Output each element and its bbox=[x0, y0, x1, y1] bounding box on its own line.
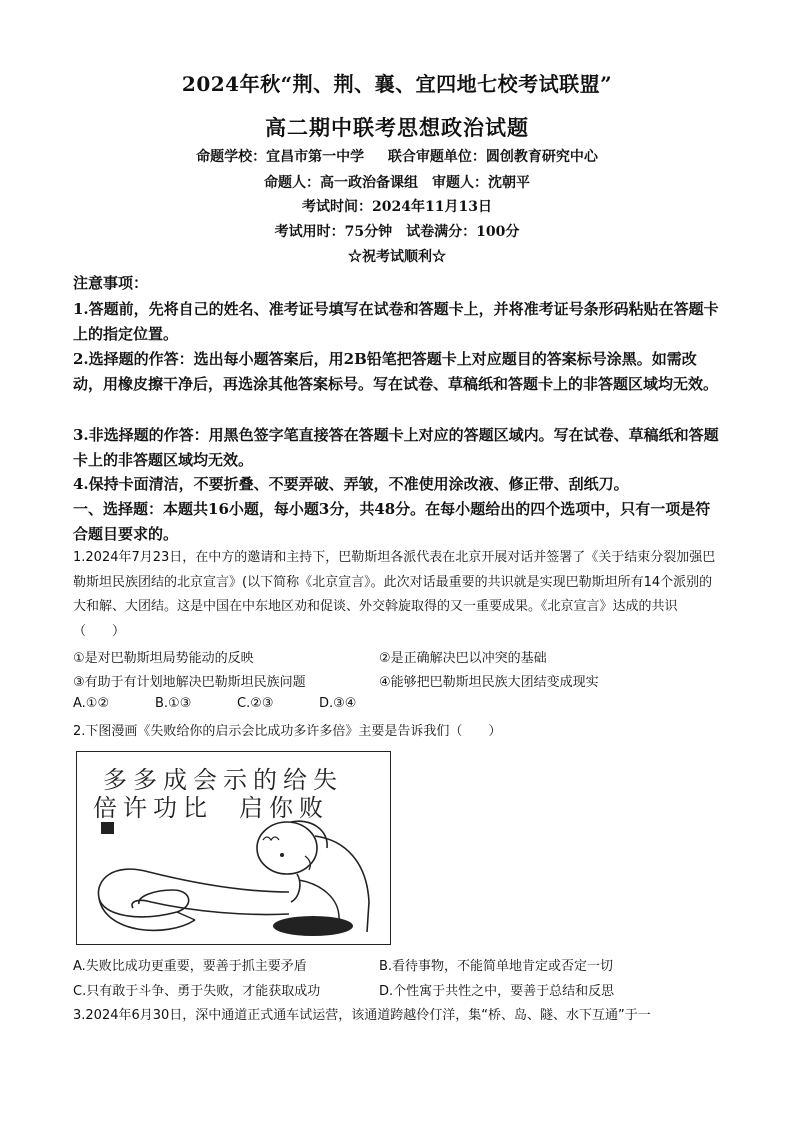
choice-d[interactable]: D.③④ bbox=[319, 696, 357, 711]
choice-c[interactable]: C.②③ bbox=[237, 696, 274, 711]
section-heading: 一、选择题：本题共16小题，每小题3分，共48分。在每小题给出的四个选项中，只有一项是符合题目要求的。 bbox=[73, 500, 711, 543]
choice-a[interactable]: A.失败比成功更重要，要善于抓主要矛盾 bbox=[73, 959, 307, 974]
question-1-stem: 1.2024年7月23日，在中方的邀请和主持下，巴勒斯坦各派代表在北京开展对话并签署了《关于结束分裂加强巴勒斯坦民族团结的北京宣言》(以下简称《北京宣言》。此次对话最重要的共识就是实现巴勒斯坦所有14个派别的大和解、大团结。这是中国在中东地区劝和促谈、外交斡旋取得的又一重要成果。《北京宣言》达成的共识（ ） bbox=[73, 550, 716, 639]
statement-4: ④能够把巴勒斯坦民族大团结变成现实 bbox=[379, 675, 599, 690]
choice-b[interactable]: B.①③ bbox=[155, 696, 192, 711]
statement-2: ②是正确解决巴以冲突的基础 bbox=[379, 651, 547, 666]
notice-item: 1.答题前，先将自己的姓名、准考证号填写在试卷和答题卡上，并将准考证号条形码粘贴在答题卡上的指定位置。 bbox=[73, 300, 719, 343]
question-2-choices-row-2 bbox=[73, 980, 721, 1002]
choice-a[interactable]: A.①② bbox=[73, 696, 110, 711]
exam-title: 2024年秋“荆、荆、襄、宜四地七校考试联盟” bbox=[181, 72, 613, 96]
exam-duration: 考试用时：75分钟 试卷满分：100分 bbox=[274, 224, 520, 240]
question-1-statements-row-1 bbox=[73, 647, 721, 669]
exam-subtitle: 高二期中联考思想政治试题 bbox=[265, 115, 529, 140]
question-1-statements-row-2 bbox=[73, 671, 721, 693]
notice-item: 3.非选择题的作答：用黑色签字笔直接答在答题卡上对应的答题区域内。写在试卷、草稿纸和答题卡上的非答题区域均无效。 bbox=[73, 426, 719, 469]
exam-greeting: ☆祝考试顺利☆ bbox=[348, 249, 446, 265]
statement-3: ③有助于有计划地解决巴勒斯坦民族问题 bbox=[73, 675, 306, 690]
notice-item: 4.保持卡面清洁，不要折叠、不要弄破、弄皱，不准使用涂改液、修正带、刮纸刀。 bbox=[73, 475, 629, 493]
question-1-choices bbox=[73, 696, 721, 718]
choice-d[interactable]: D.个性寓于共性之中，要善于总结和反思 bbox=[379, 984, 615, 999]
exam-date: 考试时间：2024年11月13日 bbox=[302, 199, 492, 215]
question-2-stem: 2.下图漫画《失败给你的启示会比成功多许多倍》主要是告诉我们（ ） bbox=[73, 724, 502, 739]
cartoon-drawing bbox=[77, 752, 389, 943]
notice-heading: 注意事项： bbox=[73, 274, 149, 292]
choice-c[interactable]: C.只有敢于斗争、勇于失败，才能获取成功 bbox=[73, 984, 321, 999]
question-2-choices-row-1 bbox=[73, 955, 721, 977]
statement-1: ①是对巴勒斯坦局势能动的反映 bbox=[73, 651, 254, 666]
cartoon-caption-line-2-b: 启你败 bbox=[239, 794, 329, 822]
choice-b[interactable]: B.看待事物，不能简单地肯定或否定一切 bbox=[379, 959, 614, 974]
exam-authors: 命题学校：宜昌市第一中学 联合审题单位：圆创教育研究中心 bbox=[196, 149, 598, 165]
exam-reviewers: 命题人：高一政治备课组 审题人：沈朝平 bbox=[264, 175, 530, 191]
cartoon-caption-line-1: 多多成会示的给失 bbox=[103, 766, 343, 794]
cartoon-caption-line-2-a: 倍许功比 bbox=[93, 794, 213, 822]
cartoon-image bbox=[76, 751, 391, 945]
question-3-stem: 3.2024年6月30日，深中通道正式通车试运营，该通道跨越伶仃洋，集“桥、岛、隧、水下互通”于一 bbox=[73, 1008, 651, 1023]
artist-seal-icon bbox=[101, 822, 114, 834]
notice-item: 2.选择题的作答：选出每小题答案后，用2B铅笔把答题卡上对应题目的答案标号涂黑。如需改动，用橡皮擦干净后，再选涂其他答案标号。写在试卷、草稿纸和答题卡上的非答题区域均无效。 bbox=[73, 350, 719, 393]
